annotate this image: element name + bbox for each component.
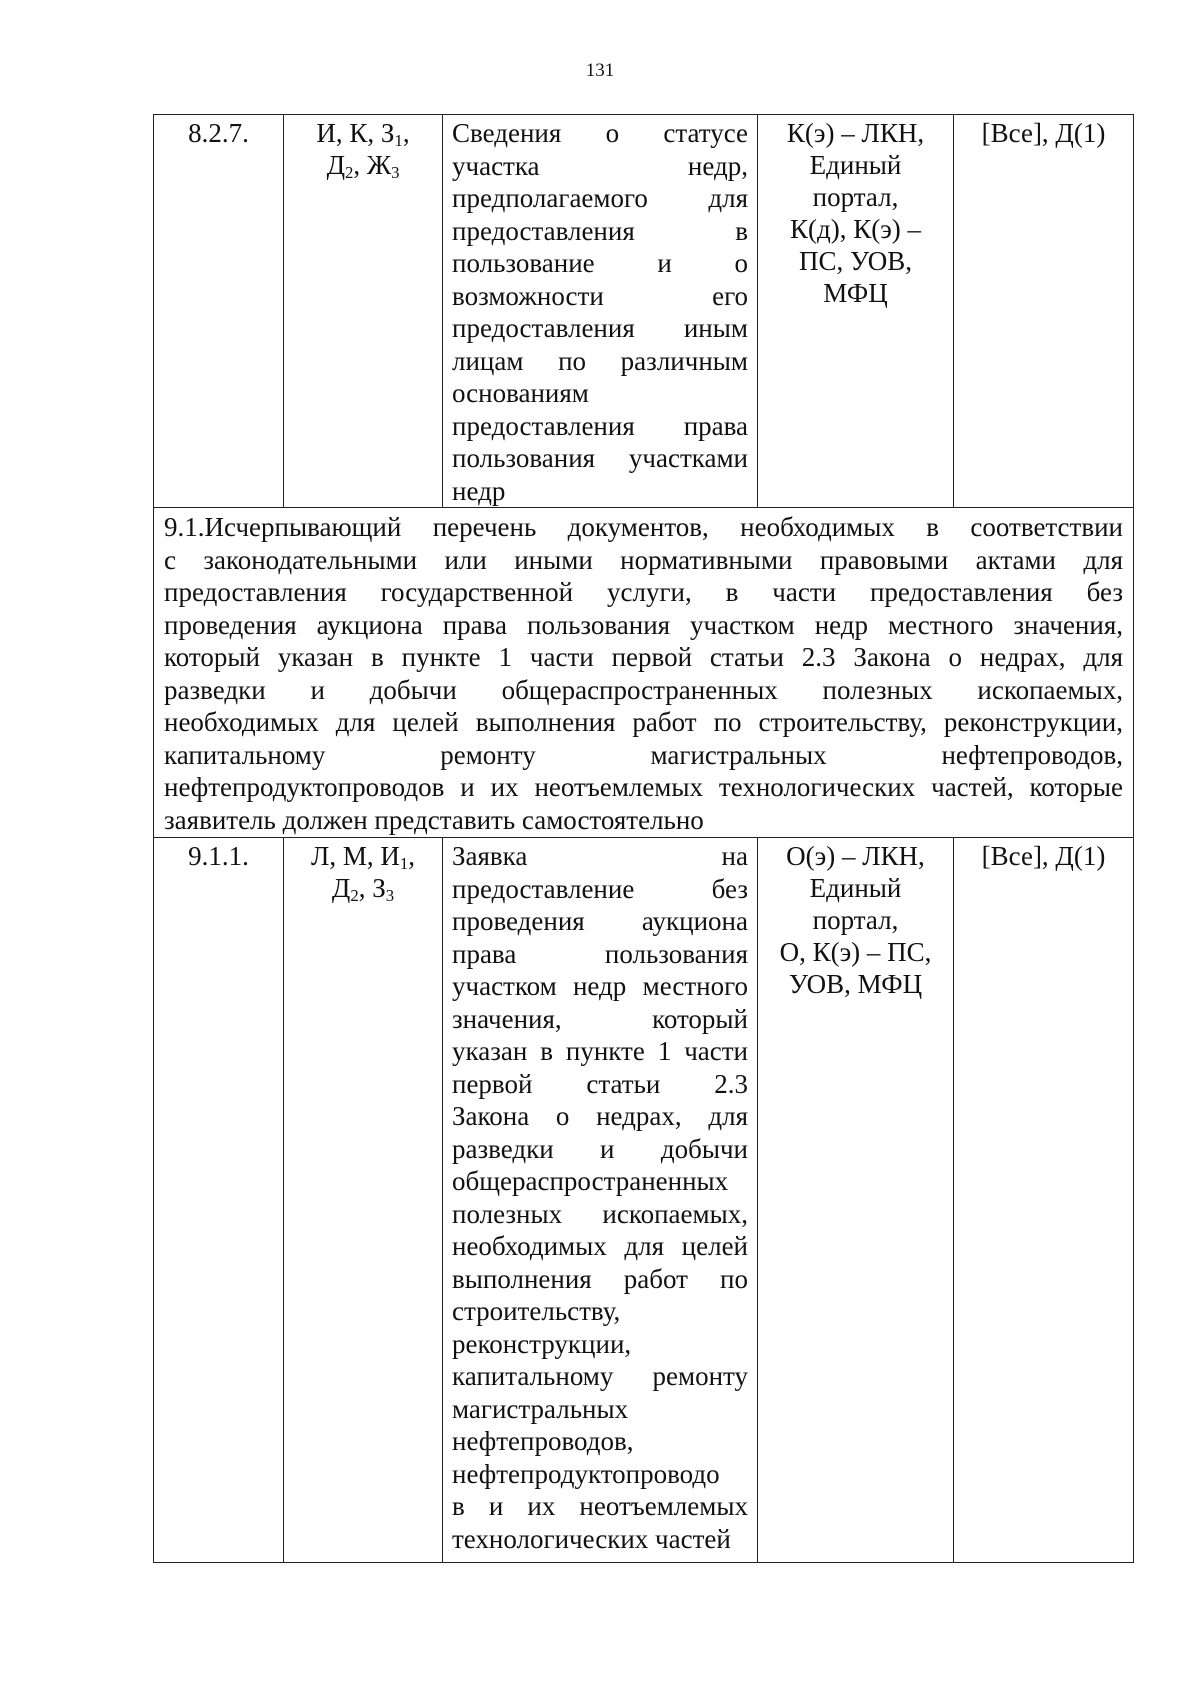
description-line: пользование и о [452,248,748,278]
channel-line: О(э) – ЛКН, [786,841,925,871]
section-row [154,508,1134,838]
description-line: пользования участками [452,443,748,473]
channel-line: МФЦ [823,278,888,308]
description-line: предполагаемого для [452,183,748,213]
submission-channels [758,115,954,508]
channel-line: портал, [812,182,899,212]
description-line: полезных ископаемых, [452,1198,748,1229]
description-line: первой статьи 2.3 [452,1068,748,1099]
description-line: необходимых для целей [452,1231,748,1261]
description-line: возможности его [452,280,748,311]
section-line: разведки и добычи общераспространенных полезных ископаемых, [164,674,1123,705]
codes-line: И, К, $З_1$, [316,118,410,151]
description-line: строительству, [452,1296,621,1326]
section-line: проведения аукциона права пользования участком недр местного значения, [164,609,1123,640]
document-table [153,114,1134,1563]
page-number: 131 [585,60,615,81]
channel-line: О, К(э) – ПС, [779,937,932,967]
description-line: общераспространенных [452,1166,729,1196]
section-line: необходимых для целей выполнения работ по строительству, реконструкции, [164,707,1123,737]
channel-line: К(д), К(э) – [789,214,922,244]
description-line: лицам по различным [452,345,748,376]
access-level: [Все], Д(1) [954,115,1134,508]
description-line: Закона о недрах, для [452,1101,748,1131]
codes-line: $Д_2$, $Ж_3$ [326,150,400,183]
document-description [443,838,758,1563]
row-number: 8.2.7. [154,115,284,508]
submission-channels [758,838,954,1563]
description-line: Сведения о статусе [452,118,748,148]
description-line: магистральных [452,1393,629,1424]
description-line: капитальному ремонту [452,1361,748,1391]
applicant-codes [284,115,443,508]
description-line: участка недр, [452,150,748,181]
codes-line: Л, М, $И_1$, [311,841,415,874]
description-line: в и их неотъемлемых [452,1491,748,1521]
description-line: значения, который [452,1003,748,1034]
section-line: заявитель должен представить самостоятельно [164,804,704,835]
section-line: с законодательными или иными нормативными правовыми актами для [164,544,1123,575]
section-heading [154,508,1134,838]
description-line: Заявка на [452,841,748,871]
table-row [154,838,1134,1563]
description-line: проведения аукциона [452,906,748,936]
channel-line: УОВ, МФЦ [788,969,923,999]
table-row [154,115,1134,508]
section-line: 9.1.Исчерпывающий перечень документов, необходимых в соответствии [164,512,1123,542]
description-line: нефтепроводов, [452,1426,634,1456]
document-description [443,115,758,508]
description-line: участком недр местного [452,971,748,1001]
section-line: капитальному ремонту магистральных нефтепроводов, [164,739,1123,770]
channel-line: ПС, УОВ, [798,246,913,276]
description-line: реконструкции, [452,1328,632,1359]
access-level: [Все], Д(1) [954,838,1134,1563]
description-line: основаниям [452,378,589,408]
description-line: выполнения работ по [452,1263,748,1294]
description-line: указан в пункте 1 части [452,1036,748,1066]
description-line: технологических частей [452,1523,731,1554]
description-line: предоставление без [452,873,748,904]
channel-line: Единый [809,873,902,903]
section-line: предоставления государственной услуги, в части предоставления без [164,577,1123,607]
description-line: недр [452,475,506,506]
description-line: разведки и добычи [452,1133,748,1164]
description-line: предоставления иным [452,313,748,343]
description-line: права пользования [452,938,748,969]
row-number: 9.1.1. [154,838,284,1563]
codes-line: $Д_2$, $З_3$ [331,873,395,906]
channel-line: Единый [809,150,902,180]
channel-line: портал, [812,905,899,935]
section-line: нефтепродуктопроводов и их неотъемлемых технологических частей, которые [164,772,1123,802]
applicant-codes [284,838,443,1563]
section-line: который указан в пункте 1 части первой статьи 2.3 Закона о недрах, для [164,642,1123,672]
channel-line: К(э) – ЛКН, [786,118,925,148]
description-line: нефтепродуктопроводо [452,1458,720,1489]
description-line: предоставления в [452,215,748,246]
description-line: предоставления права [452,410,748,441]
